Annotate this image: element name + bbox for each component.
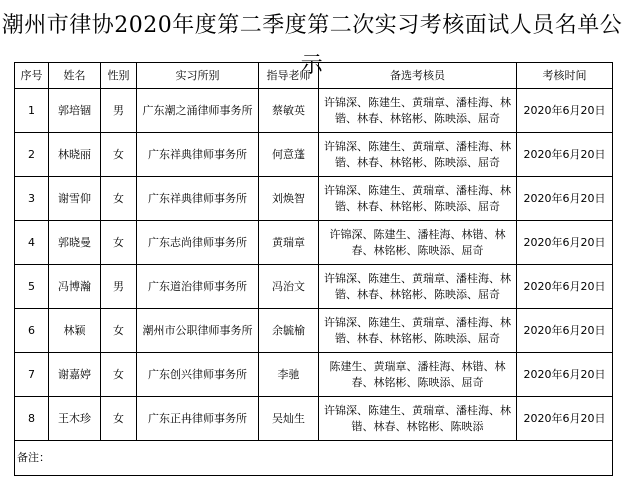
cell-firm: 广东正冉律师事务所 [137, 397, 259, 441]
cell-no: 3 [15, 177, 49, 221]
header-name: 姓名 [49, 63, 101, 89]
cell-name: 林晓丽 [49, 133, 101, 177]
cell-no: 8 [15, 397, 49, 441]
table-header-row [15, 63, 613, 89]
cell-examiners: 许锦深、陈建生、潘桂海、林锴、林春、林铭彬、陈映添、屈奇 [319, 221, 517, 265]
cell-examiners: 许锦深、陈建生、黄瑞章、潘桂海、林锴、林春、林铭彬、陈映添、屈奇 [319, 177, 517, 221]
cell-gender: 女 [101, 177, 137, 221]
cell-firm: 潮州市公职律师事务所 [137, 309, 259, 353]
cell-gender: 男 [101, 89, 137, 133]
header-no: 序号 [15, 63, 49, 89]
header-firm: 实习所别 [137, 63, 259, 89]
table-row [15, 265, 613, 309]
header-examiners: 备选考核员 [319, 63, 517, 89]
page-title: 潮州市律协2020年度第二季度第二次实习考核面试人员名单公示 [1, 13, 623, 78]
cell-mentor: 余毓榆 [259, 309, 319, 353]
cell-name: 林颖 [49, 309, 101, 353]
cell-gender: 女 [101, 309, 137, 353]
cell-no: 6 [15, 309, 49, 353]
cell-mentor: 何意蓬 [259, 133, 319, 177]
table-row [15, 309, 613, 353]
cell-mentor: 李驰 [259, 353, 319, 397]
cell-no: 4 [15, 221, 49, 265]
cell-mentor: 刘焕智 [259, 177, 319, 221]
table-row [15, 221, 613, 265]
header-gender: 性别 [101, 63, 137, 89]
cell-name: 郭晓曼 [49, 221, 101, 265]
cell-examiners: 陈建生、黄瑞章、潘桂海、林锴、林春、林铭彬、陈映添、屈奇 [319, 353, 517, 397]
cell-no: 1 [15, 89, 49, 133]
cell-date: 2020年6月20日 [517, 265, 613, 309]
cell-gender: 女 [101, 221, 137, 265]
cell-gender: 女 [101, 133, 137, 177]
cell-date: 2020年6月20日 [517, 397, 613, 441]
cell-no: 5 [15, 265, 49, 309]
cell-gender: 男 [101, 265, 137, 309]
cell-gender: 女 [101, 397, 137, 441]
cell-name: 冯博瀚 [49, 265, 101, 309]
roster-table [14, 62, 613, 476]
cell-mentor: 蔡敏英 [259, 89, 319, 133]
cell-date: 2020年6月20日 [517, 133, 613, 177]
cell-date: 2020年6月20日 [517, 353, 613, 397]
cell-mentor: 冯治文 [259, 265, 319, 309]
cell-firm: 广东祥典律师事务所 [137, 133, 259, 177]
cell-firm: 广东道治律师事务所 [137, 265, 259, 309]
cell-examiners: 许锦深、陈建生、黄瑞章、潘桂海、林锴、林春、林铭彬、陈映添、屈奇 [319, 309, 517, 353]
cell-mentor: 吴灿生 [259, 397, 319, 441]
cell-examiners: 许锦深、陈建生、黄瑞章、潘桂海、林锴、林春、林铭彬、陈映添 [319, 397, 517, 441]
note-row [15, 441, 613, 476]
cell-gender: 女 [101, 353, 137, 397]
table-row [15, 353, 613, 397]
table-row [15, 177, 613, 221]
cell-date: 2020年6月20日 [517, 177, 613, 221]
table-row [15, 397, 613, 441]
cell-firm: 广东潮之涌律师事务所 [137, 89, 259, 133]
note-label: 备注： [15, 441, 613, 476]
table-row [15, 133, 613, 177]
cell-name: 王木珍 [49, 397, 101, 441]
header-mentor: 指导老师 [259, 63, 319, 89]
cell-firm: 广东创兴律师事务所 [137, 353, 259, 397]
cell-examiners: 许锦深、陈建生、黄瑞章、潘桂海、林锴、林春、林铭彬、陈映添、屈奇 [319, 265, 517, 309]
cell-name: 谢嘉婷 [49, 353, 101, 397]
cell-name: 谢雪仰 [49, 177, 101, 221]
cell-date: 2020年6月20日 [517, 221, 613, 265]
cell-firm: 广东志尚律师事务所 [137, 221, 259, 265]
cell-date: 2020年6月20日 [517, 309, 613, 353]
cell-mentor: 黄瑞章 [259, 221, 319, 265]
cell-date: 2020年6月20日 [517, 89, 613, 133]
header-date: 考核时间 [517, 63, 613, 89]
cell-examiners: 许锦深、陈建生、黄瑞章、潘桂海、林锴、林春、林铭彬、陈映添、屈奇 [319, 133, 517, 177]
table-row [15, 89, 613, 133]
cell-firm: 广东祥典律师事务所 [137, 177, 259, 221]
cell-no: 7 [15, 353, 49, 397]
cell-examiners: 许锦深、陈建生、黄瑞章、潘桂海、林锴、林春、林铭彬、陈映添、屈奇 [319, 89, 517, 133]
cell-no: 2 [15, 133, 49, 177]
cell-name: 郭培锢 [49, 89, 101, 133]
